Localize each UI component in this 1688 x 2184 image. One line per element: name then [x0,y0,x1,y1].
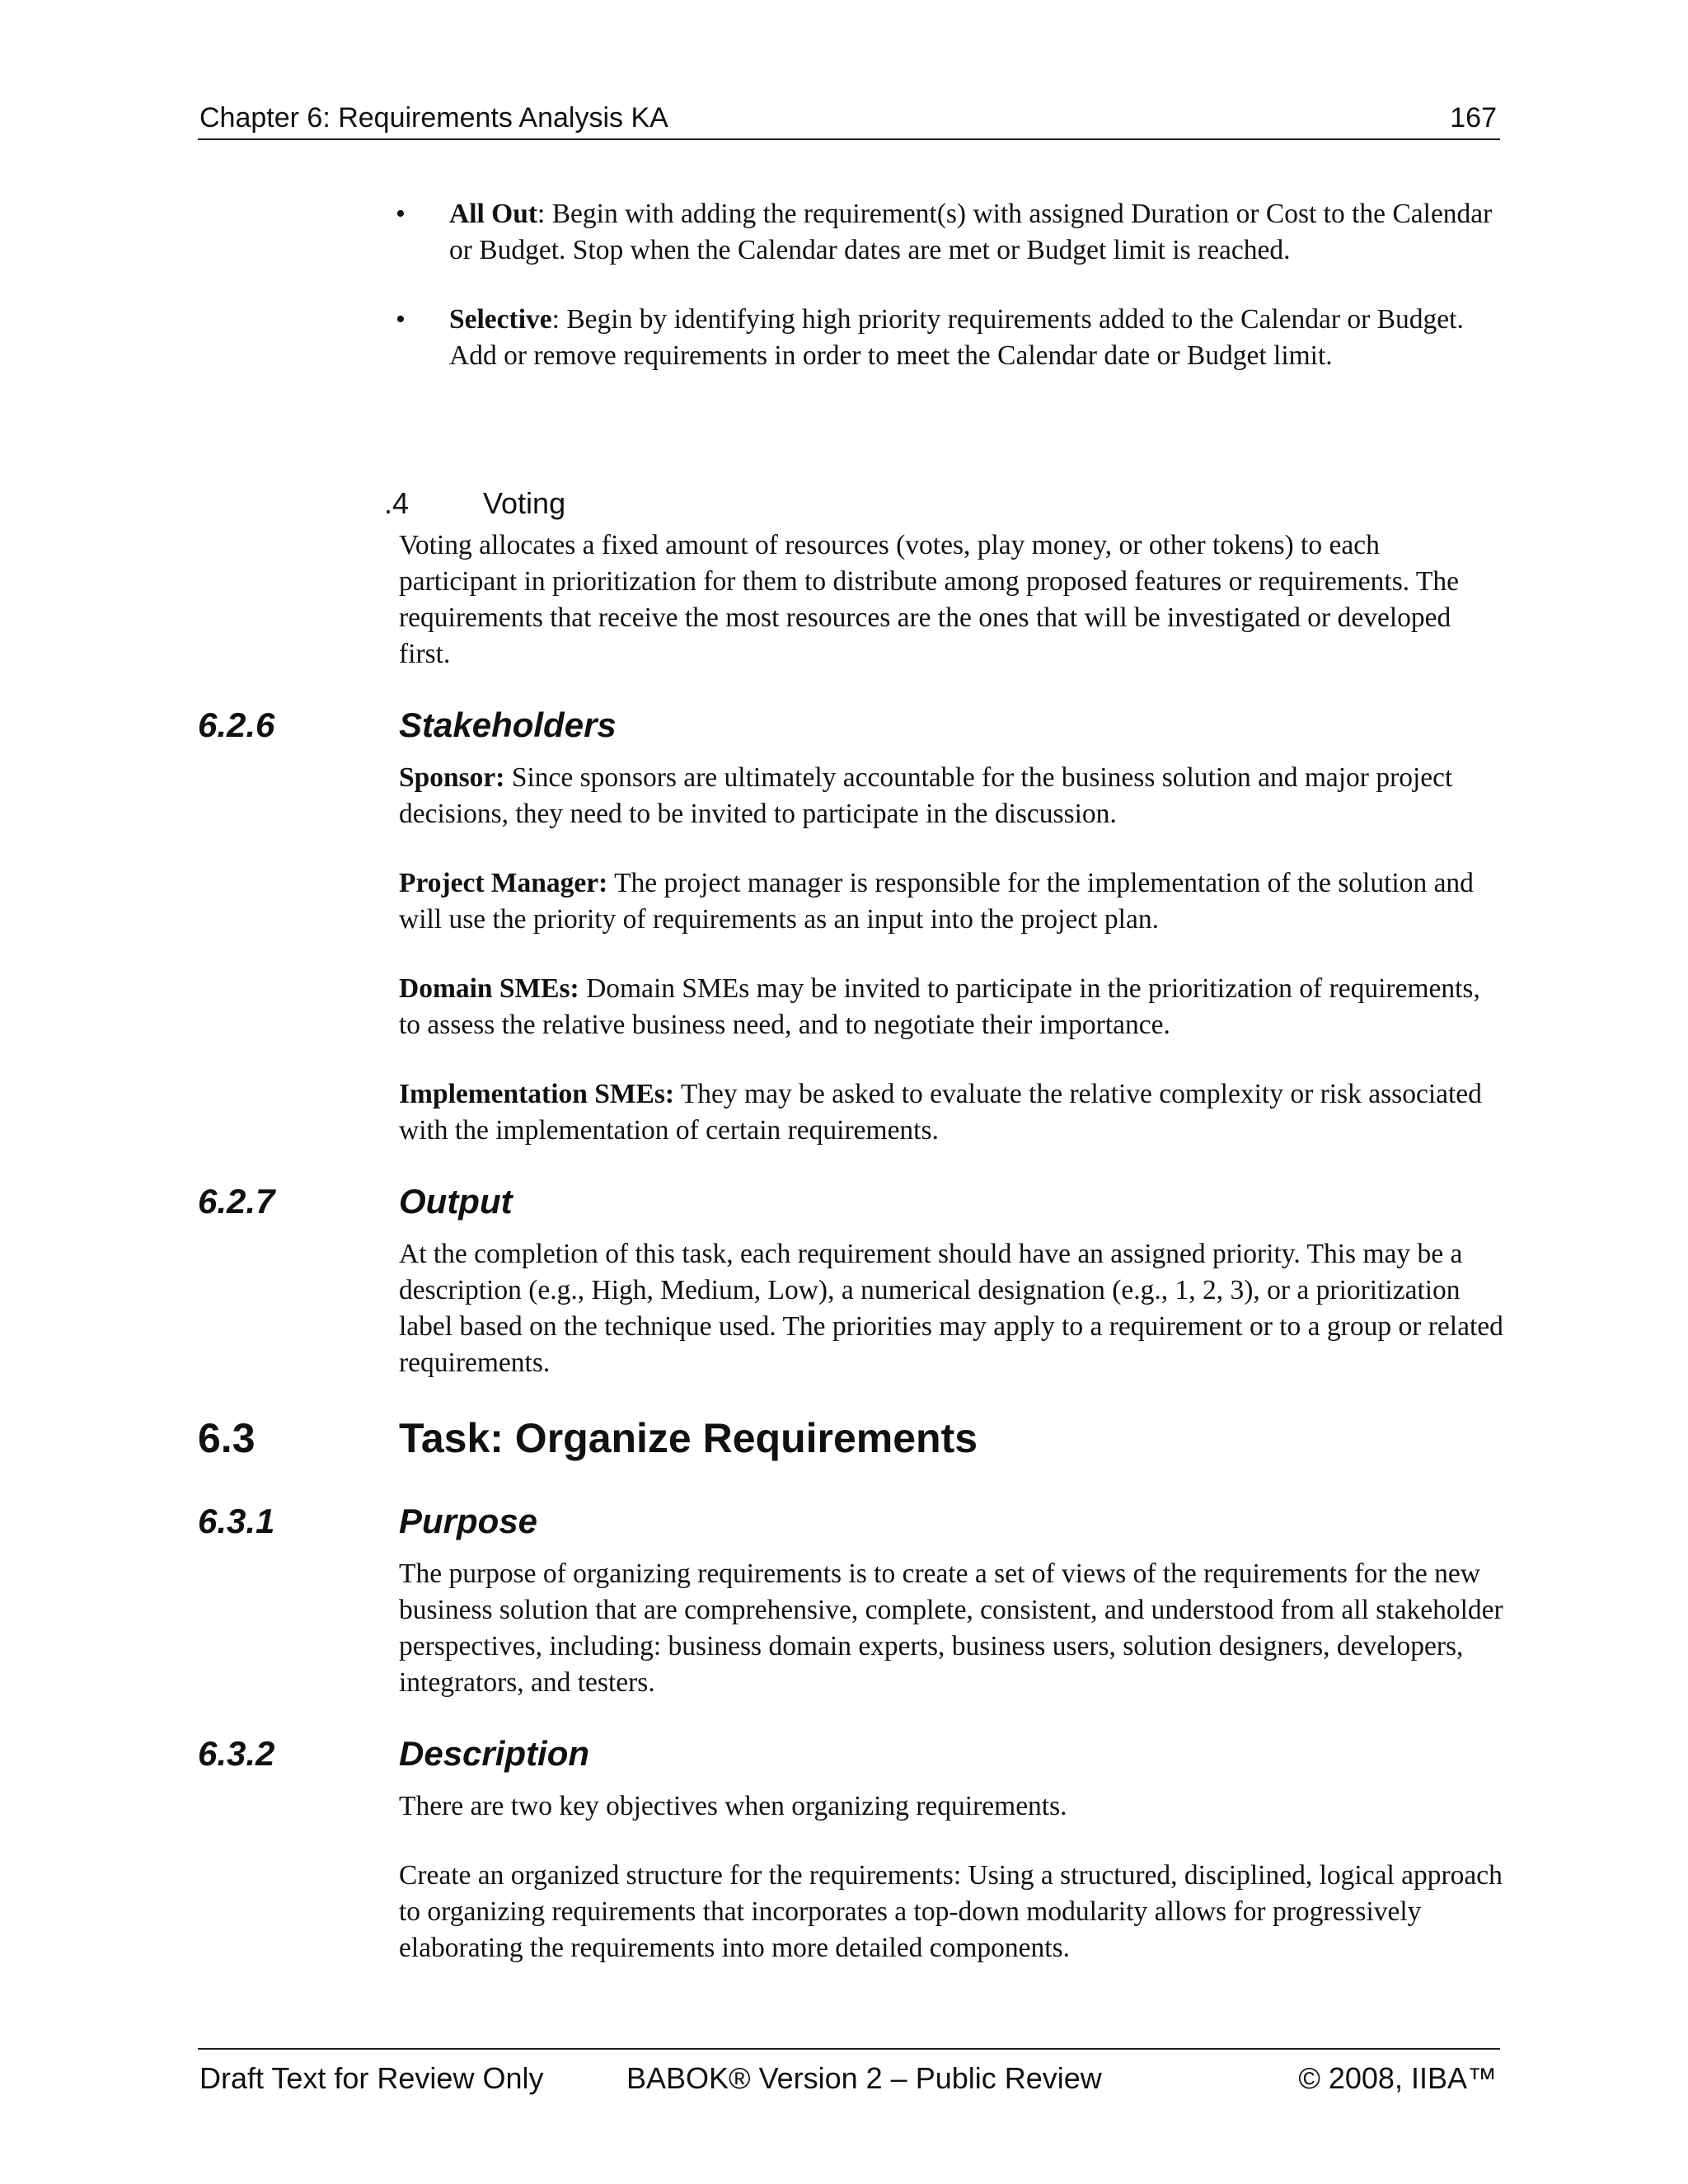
stakeholder-text: Since sponsors are ultimately accountable for the business solution and major project decisions, they need to be invited to participate in the discussion. [399,762,1453,829]
footer-copyright: © 2008, IIBA™ [1298,2061,1497,2095]
bullet-text: : Begin with adding the requirement(s) with assigned Duration or Cost to the Calendar or Budget. Stop when the Calendar dates are met or Budget limit is reached. [449,199,1493,265]
bullet-term: All Out [449,199,538,229]
bullet-icon: • [396,304,406,335]
stakeholders-title: Stakeholders [399,705,617,744]
description-number: 6.3.2 [198,1734,275,1773]
stakeholder-term: Domain SMEs: [399,973,579,1004]
stakeholder-term: Sponsor: [399,762,505,793]
task-number: 6.3 [198,1415,256,1461]
footer-draft-note: Draft Text for Review Only [199,2061,544,2095]
bullet-text: : Begin by identifying high priority requirements added to the Calendar or Budget. Add or remove requirements in order to meet the Calendar date or Budget limit. [449,304,1464,371]
description-para-1: There are two key objectives when organizing requirements. [399,1791,1067,1821]
voting-number: .4 [384,486,410,520]
list-item [396,196,1500,269]
voting-section [399,527,1503,705]
stakeholder-domain-smes [399,971,1503,1043]
bullet-term: Selective [449,304,552,335]
output-title: Output [399,1182,513,1221]
stakeholder-text: Domain SMEs may be invited to participate in the prioritization of requirements, to assess the relative business need, and to negotiate their importance. [399,973,1480,1040]
stakeholder-text: The project manager is responsible for the implementation of the solution and will use the priority of requirements as an input into the project plan. [399,868,1474,935]
footer-version: BABOK® Version 2 – Public Review [626,2061,1102,2095]
stakeholder-sponsor [399,760,1503,832]
description-title: Description [399,1734,590,1773]
output-section [399,1236,1503,1414]
technique-bullet-list [396,196,1500,407]
description-section [399,1788,1503,1999]
output-number: 6.2.7 [198,1182,275,1221]
stakeholder-term: Implementation SMEs: [399,1079,675,1109]
task-title: Task: Organize Requirements [399,1415,978,1461]
stakeholder-implementation-smes [399,1076,1503,1149]
purpose-text: The purpose of organizing requirements is to create a set of views of the requirements for the new business solution that are comprehensive, complete, consistent, and understood from all stakeholder perspectives, including: business domain experts, business users, solution designers, developers, integrators, and testers. [399,1558,1503,1698]
stakeholder-project-manager [399,865,1503,938]
chapter-title: Chapter 6: Requirements Analysis KA [199,102,668,134]
stakeholders-number: 6.2.6 [198,705,275,744]
description-para-2: Create an organized structure for the requirements: Using a structured, disciplined, logical approach to organizing requirements that incorporates a top-down modularity allows for progressively elaborating the requirements into more detailed components. [399,1860,1503,1963]
stakeholders-section [399,760,1503,1182]
voting-heading [384,486,565,521]
page-footer [198,2048,1500,2106]
page-header [198,97,1500,140]
list-item [396,302,1500,374]
purpose-number: 6.3.1 [198,1502,275,1540]
output-text: At the completion of this task, each requirement should have an assigned priority. This may be a description (e.g., High, Medium, Low), a numerical designation (e.g., 1, 2, 3), or a prioritization label based on the technique used. The priorities may apply to a requirement or to a group or related requirements. [399,1239,1503,1378]
page-number: 167 [1450,102,1497,134]
voting-text: Voting allocates a fixed amount of resources (votes, play money, or other tokens) to each participant in prioritization for them to distribute among proposed features or requirements. The requirements that receive the most resources are the ones that will be investigated or developed first. [399,530,1459,669]
bullet-icon: • [396,199,406,229]
stakeholder-text: They may be asked to evaluate the relative complexity or risk associated with the implementation of certain requirements. [399,1079,1482,1146]
purpose-title: Purpose [399,1502,538,1540]
purpose-section [399,1556,1503,1734]
voting-title: Voting [483,486,566,520]
stakeholder-term: Project Manager: [399,868,608,898]
